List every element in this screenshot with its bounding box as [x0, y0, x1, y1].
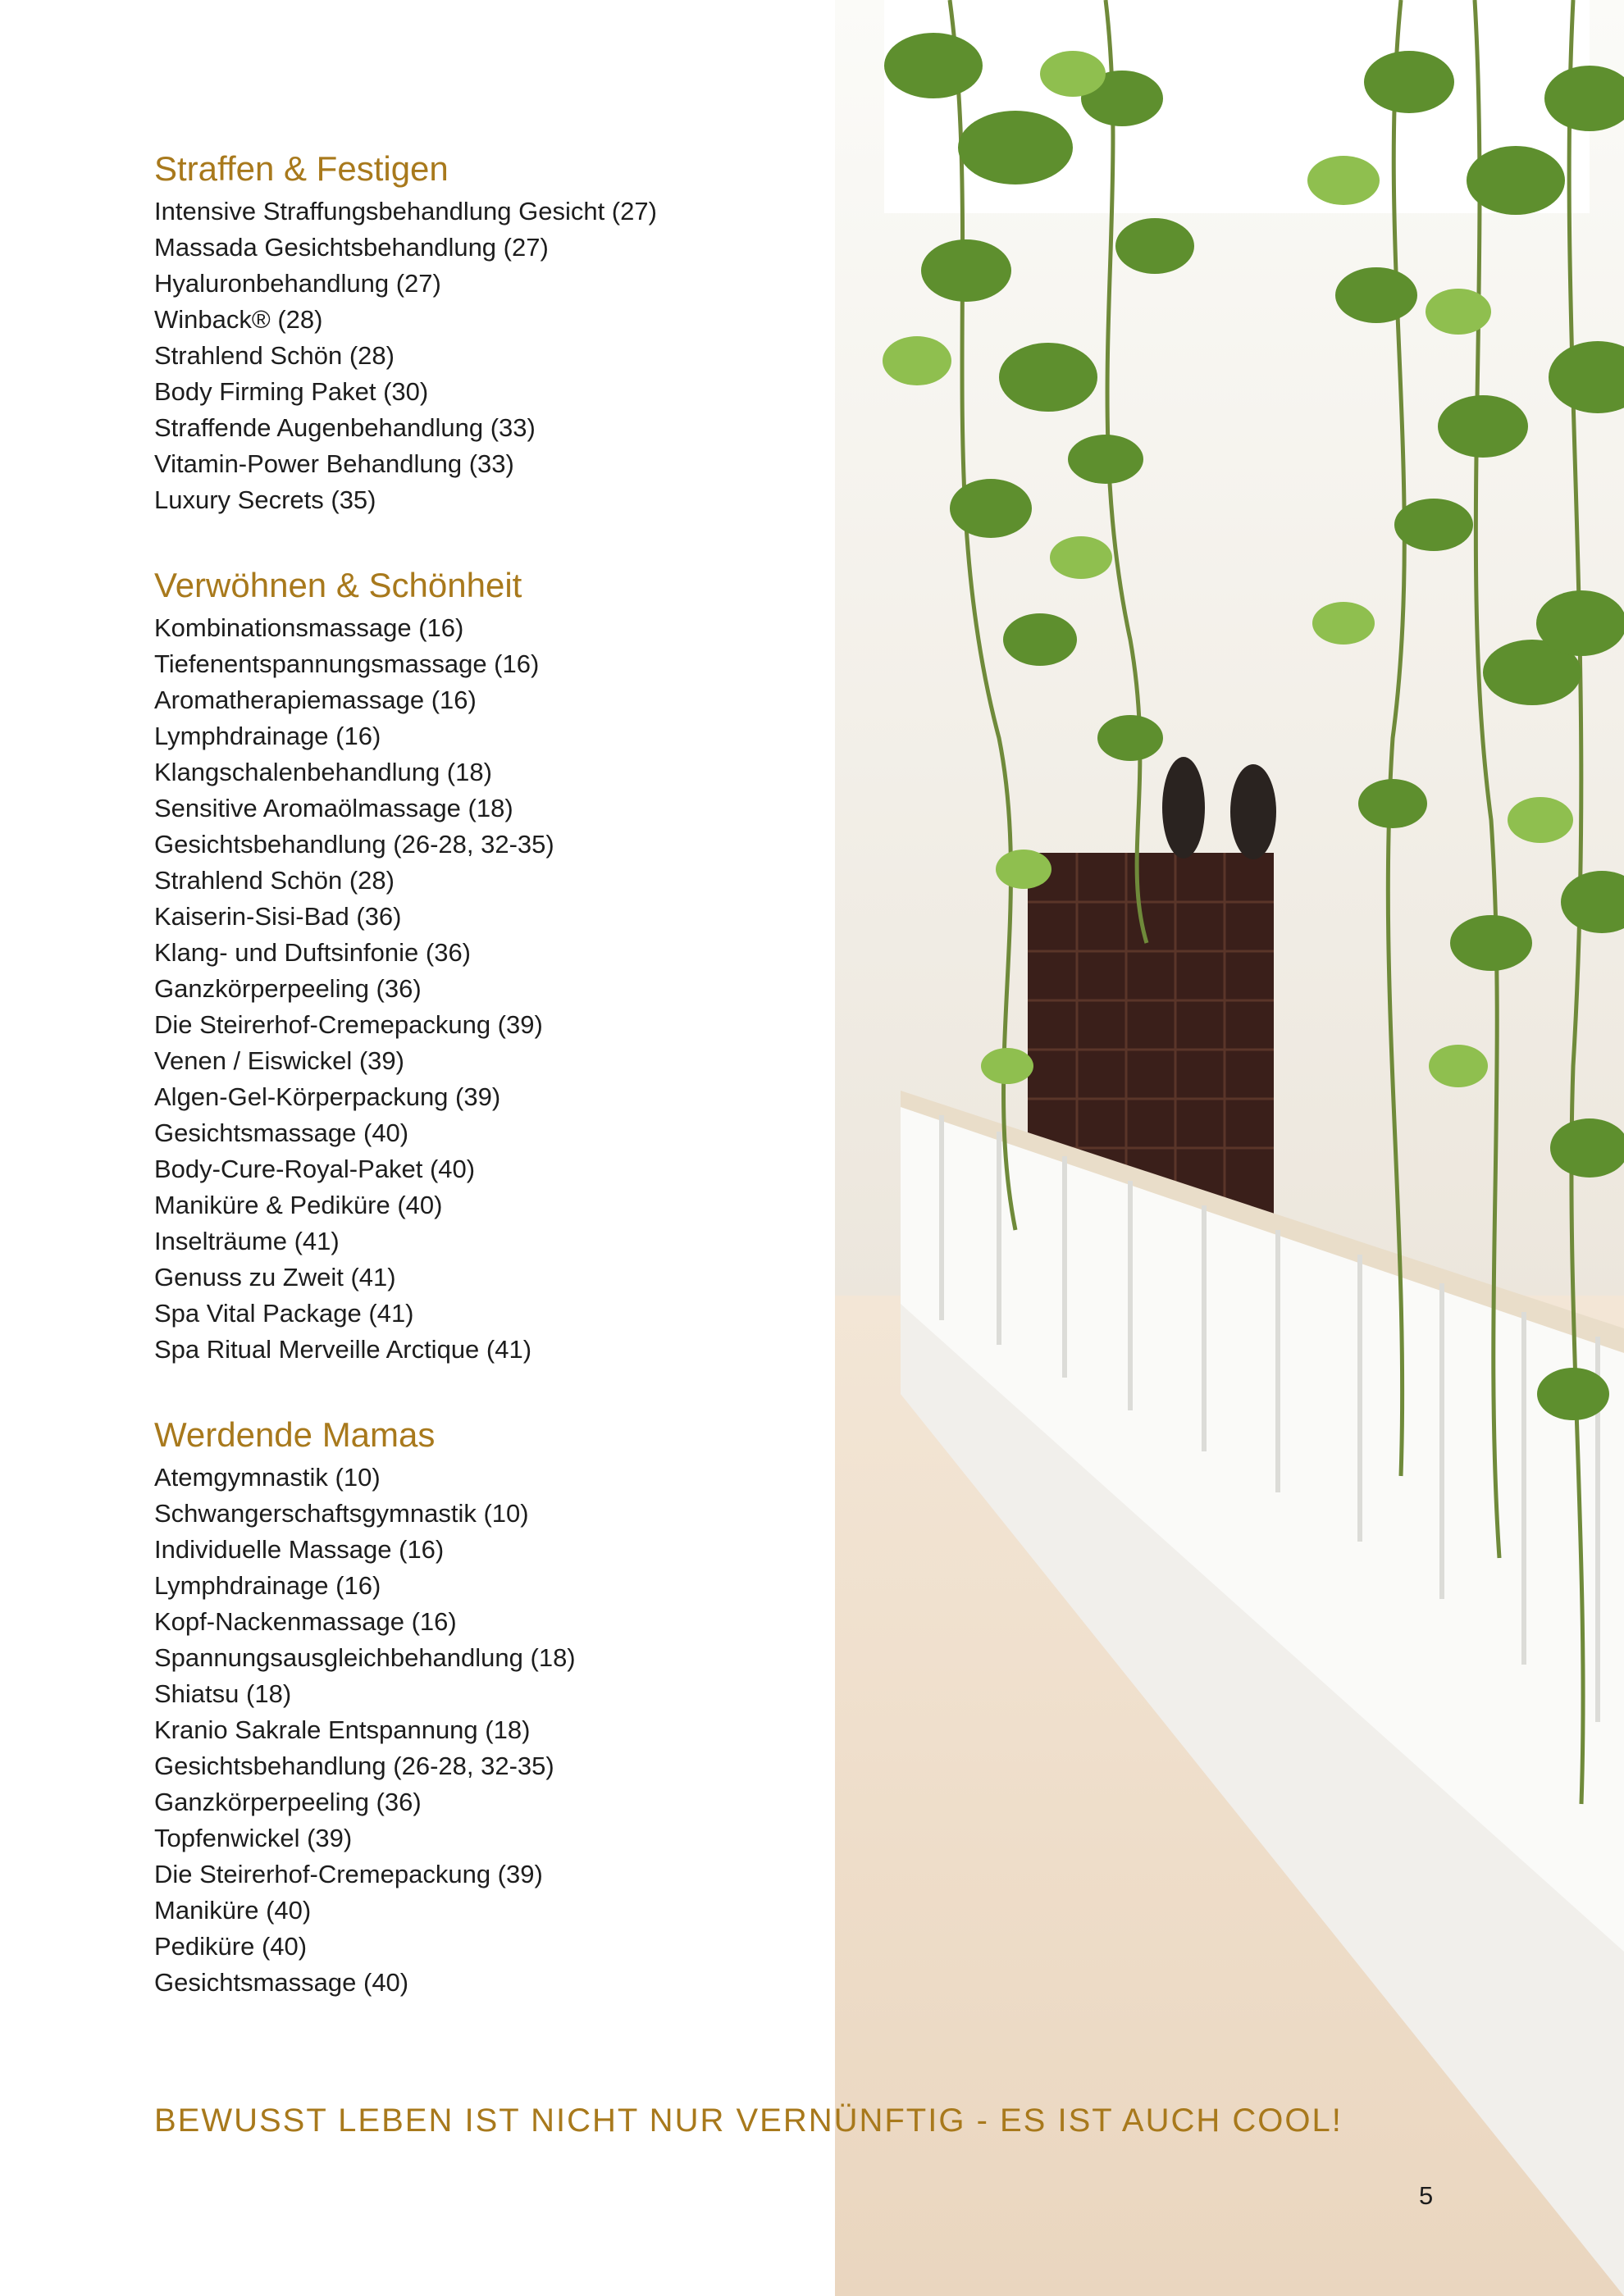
list-item: Strahlend Schön (28) [154, 341, 395, 370]
tagline: BEWUSST LEBEN IST NICHT NUR VERNÜNFTIG - ES IST AUCH COOL! [154, 2102, 1343, 2139]
section-verwoehnen-schoenheit [154, 564, 835, 1368]
list-item: Gesichtsmassage (40) [154, 1968, 409, 1997]
list-item: Vitamin-Power Behandlung (33) [154, 449, 514, 478]
list-item: Inselträume (41) [154, 1227, 340, 1255]
list-item: Klangschalenbehandlung (18) [154, 758, 492, 786]
list-item: Kombinationsmassage (16) [154, 613, 464, 642]
list-item: Hyaluronbehandlung (27) [154, 269, 441, 298]
treatment-index [154, 148, 835, 2047]
list-item: Algen-Gel-Körperpackung (39) [154, 1082, 501, 1111]
list-item: Aromatherapiemassage (16) [154, 686, 477, 714]
list-item: Ganzkörperpeeling (36) [154, 974, 422, 1003]
list-item: Gesichtsbehandlung (26-28, 32-35) [154, 830, 554, 859]
list-item: Genuss zu Zweit (41) [154, 1263, 396, 1292]
section-heading: Straffen & Festigen [154, 149, 449, 188]
list-item: Straffende Augenbehandlung (33) [154, 413, 536, 442]
list-item: Winback® (28) [154, 305, 323, 334]
list-item: Venen / Eiswickel (39) [154, 1046, 404, 1075]
spa-interior-photo [835, 0, 1624, 2296]
list-item: Schwangerschaftsgymnastik (10) [154, 1499, 529, 1528]
list-item: Die Steirerhof-Cremepackung (39) [154, 1010, 543, 1039]
list-item: Body Firming Paket (30) [154, 377, 429, 406]
list-item: Ganzkörperpeeling (36) [154, 1788, 422, 1816]
list-item: Lymphdrainage (16) [154, 1571, 381, 1600]
list-item: Kopf-Nackenmassage (16) [154, 1607, 457, 1636]
list-item: Body-Cure-Royal-Paket (40) [154, 1155, 476, 1183]
list-item: Maniküre & Pediküre (40) [154, 1191, 443, 1219]
list-item: Tiefenentspannungsmassage (16) [154, 649, 540, 678]
section-straffen-festigen [154, 148, 835, 518]
list-item: Gesichtsmassage (40) [154, 1118, 409, 1147]
list-item: Spa Vital Package (41) [154, 1299, 414, 1328]
list-item: Massada Gesichtsbehandlung (27) [154, 233, 549, 262]
list-item: Maniküre (40) [154, 1896, 312, 1925]
treatment-list [154, 1460, 835, 2001]
list-item: Klang- und Duftsinfonie (36) [154, 938, 472, 967]
list-item: Gesichtsbehandlung (26-28, 32-35) [154, 1752, 554, 1780]
list-item: Individuelle Massage (16) [154, 1535, 445, 1564]
section-werdende-mamas [154, 1414, 835, 2001]
list-item: Spannungsausgleichbehandlung (18) [154, 1643, 576, 1672]
list-item: Shiatsu (18) [154, 1679, 292, 1708]
list-item: Spa Ritual Merveille Arctique (41) [154, 1335, 532, 1364]
photo-illustration [835, 0, 1624, 2296]
list-item: Topfenwickel (39) [154, 1824, 353, 1852]
list-item: Kaiserin-Sisi-Bad (36) [154, 902, 402, 931]
treatment-list [154, 610, 835, 1368]
section-heading: Werdende Mamas [154, 1415, 436, 1454]
list-item: Luxury Secrets (35) [154, 485, 376, 514]
list-item: Intensive Straffungsbehandlung Gesicht (27) [154, 197, 657, 226]
list-item: Strahlend Schön (28) [154, 866, 395, 895]
list-item: Pediküre (40) [154, 1932, 308, 1961]
list-item: Kranio Sakrale Entspannung (18) [154, 1715, 531, 1744]
list-item: Die Steirerhof-Cremepackung (39) [154, 1860, 543, 1888]
treatment-list [154, 194, 835, 518]
page-number: 5 [1419, 2181, 1434, 2210]
list-item: Sensitive Aromaölmassage (18) [154, 794, 513, 822]
list-item: Lymphdrainage (16) [154, 722, 381, 750]
list-item: Atemgymnastik (10) [154, 1463, 381, 1492]
section-heading: Verwöhnen & Schönheit [154, 566, 522, 604]
